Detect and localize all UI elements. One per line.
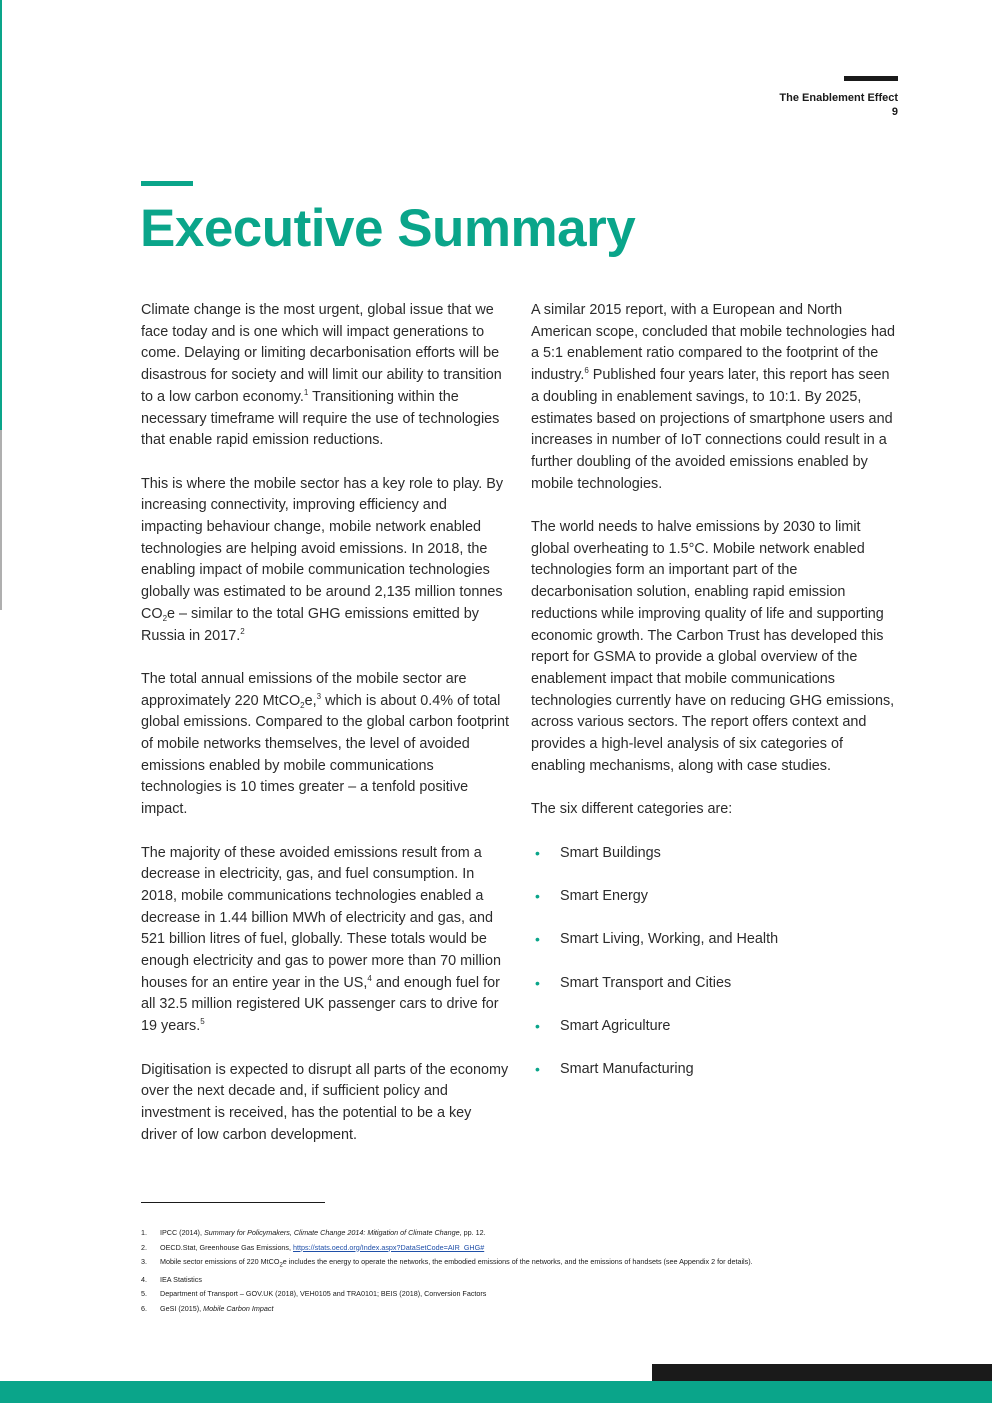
paragraph-digitisation: Digitisation is expected to disrupt all parts of the economy over the next decade and, if sufficient policy and investment is received, has the potential to be a key driver of low carbon development. [141, 1061, 509, 1143]
left-edge-accent-rule [0, 0, 2, 430]
bullet-icon: • [535, 844, 540, 861]
paragraph-halve-emissions: The world needs to halve emissions by 2030 to limit global overheating to 1.5°C. Mobile network enabled technologies form an important part of the decarbonisation solution, enabling rapid emission reductions while improving quality of life and supporting economic growth. The Carbon Trust has developed this report for GSMA to provide a global overview of the enablement impact that mobile communications technologies currently have on reducing GHG emissions, across various sectors. The report offers context and provides a high-level analysis of six categories of enabling mechanisms, along with case studies. [531, 519, 895, 774]
footnote-divider [141, 1202, 325, 1203]
footnote-1: 1. IPCC (2014), Summary for Policymakers, Climate Change 2014: Mitigation of Climate Change, pp. 12. [141, 1228, 486, 1237]
paragraph-2015-report: A similar 2015 report, with a European and North American scope, concluded that mobile technologies had a 5:1 enablement ratio compared to the footprint of the industry.$^6$ Published four years later, this report has seen a doubling in enablement savings, to 10:1. By 2025, estimates based on projections of smartphone users and increases in number of IoT connections could result in a further doubling of the avoided emissions enabled by mobile technologies. [531, 302, 895, 492]
footnote-ref-5[interactable]: 5 [200, 1017, 205, 1027]
bullet-icon: • [535, 887, 540, 904]
footnote-ref-3[interactable]: 3 [316, 691, 322, 701]
bullet-icon: • [535, 1061, 540, 1078]
left-column [141, 300, 511, 1168]
header-page-number: 9 [891, 106, 898, 118]
footnote-5: 5. Department of Transport – GOV.UK (2018), VEH0105 and TRA0101; BEIS (2018), Conversion Factors [141, 1289, 487, 1299]
title-accent-bar [141, 181, 193, 186]
footnote-4: 4. IEA Statistics [141, 1274, 202, 1284]
list-item: • Smart Transport and Cities [531, 973, 899, 995]
page-title: Executive Summary [140, 199, 636, 258]
footnote-ref-4[interactable]: 4 [367, 973, 372, 983]
footnotes [141, 1226, 901, 1316]
paragraph-mobile-sector-role: This is where the mobile sector has a key role to play. By increasing connectivity, improving efficiency and impacting behaviour change, mobile network enabled technologies are helping avoid emissions. In 2018, the enabling impact of mobile communication technologies globally was estimated to be around 2,135 million tonnes $CO_2e$ – similar to the total GHG emissions emitted by Russia in 2017.$^2$ [141, 475, 504, 644]
footer-accent-band [0, 1381, 992, 1403]
paragraph-categories-intro: The six different categories are: [531, 801, 733, 818]
header-accent-bar [844, 76, 898, 81]
bullet-icon: • [535, 974, 540, 991]
footnote-ref-6[interactable]: 6 [584, 366, 589, 376]
list-item: • Smart Living, Working, and Health [531, 929, 899, 951]
bullet-icon: • [535, 931, 540, 948]
footnote-2: 2. OECD.Stat, Greenhouse Gas Emissions, https://stats.oecd.org/Index.aspx?DataSetCode=AIR_GHG# [141, 1242, 485, 1252]
paragraph-total-emissions: The total annual emissions of the mobile sector are approximately 220 MtCO$_2$e,$^3$ which is about 0.4% of total global emissions. Compared to the global carbon footprint of mobile networks themselves, the level of avoided emissions enabled by mobile communications technologies is 10 times greater – a tenfold positive impact. [141, 670, 509, 818]
footer-dark-band [652, 1364, 992, 1381]
footnote-ref-2[interactable]: 2 [240, 626, 245, 636]
header-doc-title: The Enablement Effect [779, 92, 898, 104]
categories-list [531, 843, 899, 1082]
list-item: • Smart Buildings [531, 843, 899, 865]
paragraph-avoided-emissions: The majority of these avoided emissions result from a decrease in electricity, gas, and fuel consumption. In 2018, mobile communications technologies enabled a decrease in 1.44 billion MWh of electricity and gas, and 521 billion litres of fuel, globally. These totals would be enough electricity and gas to power more than 70 million houses for an entire year in the US,$^4$ and enough fuel for all 32.5 million registered UK passenger cars to drive for 19 years.$^5$ [141, 844, 501, 1035]
left-edge-dark-rule [0, 430, 2, 610]
oecd-link[interactable]: https://stats.oecd.org/Index.aspx?DataSetCode=AIR_GHG# [293, 1242, 485, 1252]
footnote-3: 3. Mobile sector emissions of 220 MtCO$_2$e includes the energy to operate the networks, the embodied emissions of the networks, and the emissions of handsets (see Appendix 2 for details). [141, 1257, 753, 1269]
right-column [531, 300, 899, 1103]
list-item: • Smart Manufacturing [531, 1059, 899, 1081]
list-item: • Smart Energy [531, 886, 899, 908]
running-header [779, 91, 898, 119]
footnote-ref-1[interactable]: 1 [303, 387, 309, 397]
paragraph-climate-change: Climate change is the most urgent, global issue that we face today and is one which will impact generations to come. Delaying or limiting decarbonisation efforts will be disastrous for society and will limit our ability to transition to a low carbon economy.$^1$ Transitioning within the necessary timeframe will require the use of technologies that enable rapid emission reductions. [141, 302, 502, 449]
bullet-icon: • [535, 1018, 540, 1035]
list-item: • Smart Agriculture [531, 1016, 899, 1038]
footnote-6: 6. GeSI (2015), Mobile Carbon Impact [141, 1303, 274, 1313]
